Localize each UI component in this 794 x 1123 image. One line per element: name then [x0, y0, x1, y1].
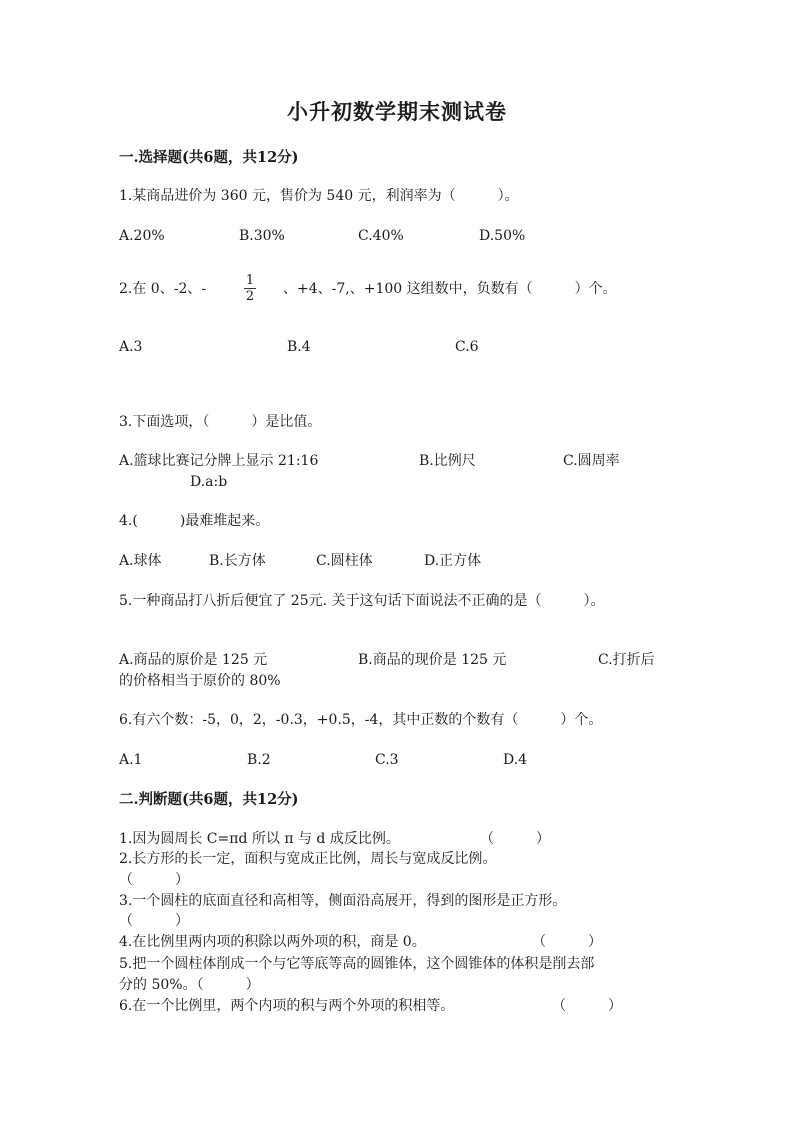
fraction-numerator: 1	[245, 273, 255, 288]
tf-answer-bracket-6: （ ）	[552, 998, 622, 1014]
tf-question-3: 3.一个圆柱的底面直径和高相等，侧面沿高展开，得到的图形是正方形。	[119, 893, 567, 909]
q1-option-b: B.30%	[239, 228, 285, 244]
q6-option-d: D.4	[503, 752, 528, 768]
q6-option-a: A.1	[119, 752, 143, 768]
fraction-denominator: 2	[245, 289, 255, 304]
question-6-stem: 6.有六个数：-5，0，2，-0.3，+0.5，-4，其中正数的个数有（ ）个。	[119, 712, 603, 728]
tf-question-1: 1.因为圆周长 C=πd 所以 π 与 d 成反比例。	[119, 831, 400, 847]
tf-question-5-continued: 分的 50%。（ ）	[119, 977, 260, 993]
section-heading-true-false: 二.判断题(共6题，共12分)	[119, 791, 299, 808]
q3-option-c: C.圆周率	[563, 453, 620, 469]
q4-option-c: C.圆柱体	[316, 553, 373, 569]
page-title: 小升初数学期末测试卷	[287, 99, 507, 124]
tf-answer-bracket-2: （ ）	[119, 872, 189, 888]
question-2-stem-start: 2.在 0、-2、-	[119, 281, 207, 297]
tf-question-4: 4.在比例里两内项的积除以两外项的积，商是 0。	[119, 934, 426, 950]
q5-option-a: A.商品的原价是 125 元	[119, 652, 268, 668]
q3-option-a: A.篮球比赛记分牌上显示 21:16	[119, 453, 319, 469]
q6-option-b: B.2	[247, 752, 271, 768]
q5-option-b: B.商品的现价是 125 元	[358, 652, 507, 668]
question-1-stem: 1.某商品进价为 360 元，售价为 540 元，利润率为（ ）。	[119, 188, 519, 204]
question-4-stem: 4.( )最难堆起来。	[119, 513, 270, 529]
q1-option-c: C.40%	[358, 228, 404, 244]
q4-option-d: D.正方体	[424, 553, 482, 569]
q6-option-c: C.3	[375, 752, 399, 768]
q3-option-d: D.a:b	[190, 474, 228, 490]
fraction-one-half	[244, 273, 256, 304]
question-5-stem: 5.一种商品打八折后便宜了 25元. 关于这句话下面说法不正确的是（ ）。	[119, 593, 605, 609]
q2-option-b: B.4	[287, 339, 311, 355]
tf-answer-bracket-4: （ ）	[532, 934, 602, 950]
q1-option-a: A.20%	[119, 228, 165, 244]
tf-question-6: 6.在一个比例里，两个内项的积与两个外项的积相等。	[119, 998, 455, 1014]
q2-option-c: C.6	[455, 339, 479, 355]
q1-option-d: D.50%	[479, 228, 526, 244]
tf-question-2: 2.长方形的长一定，面积与宽成正比例，周长与宽成反比例。	[119, 851, 497, 867]
tf-question-5: 5.把一个圆柱体削成一个与它等底等高的圆锥体，这个圆锥体的体积是削去部	[119, 956, 595, 972]
q5-option-c: C.打折后	[598, 652, 655, 668]
tf-answer-bracket-1: （ ）	[480, 831, 550, 847]
q4-option-b: B.长方体	[209, 553, 266, 569]
q5-option-c-continued: 的价格相当于原价的 80%	[119, 673, 281, 689]
question-3-stem: 3.下面选项，（ ）是比值。	[119, 414, 322, 430]
q3-option-b: B.比例尺	[419, 453, 476, 469]
q4-option-a: A.球体	[119, 553, 162, 569]
tf-answer-bracket-3: （ ）	[119, 913, 189, 929]
q2-option-a: A.3	[119, 339, 143, 355]
section-heading-choice: 一.选择题(共6题，共12分)	[119, 149, 299, 166]
question-2-stem-end: 、+4、-7,、+100 这组数中，负数有（ ）个。	[283, 281, 617, 297]
